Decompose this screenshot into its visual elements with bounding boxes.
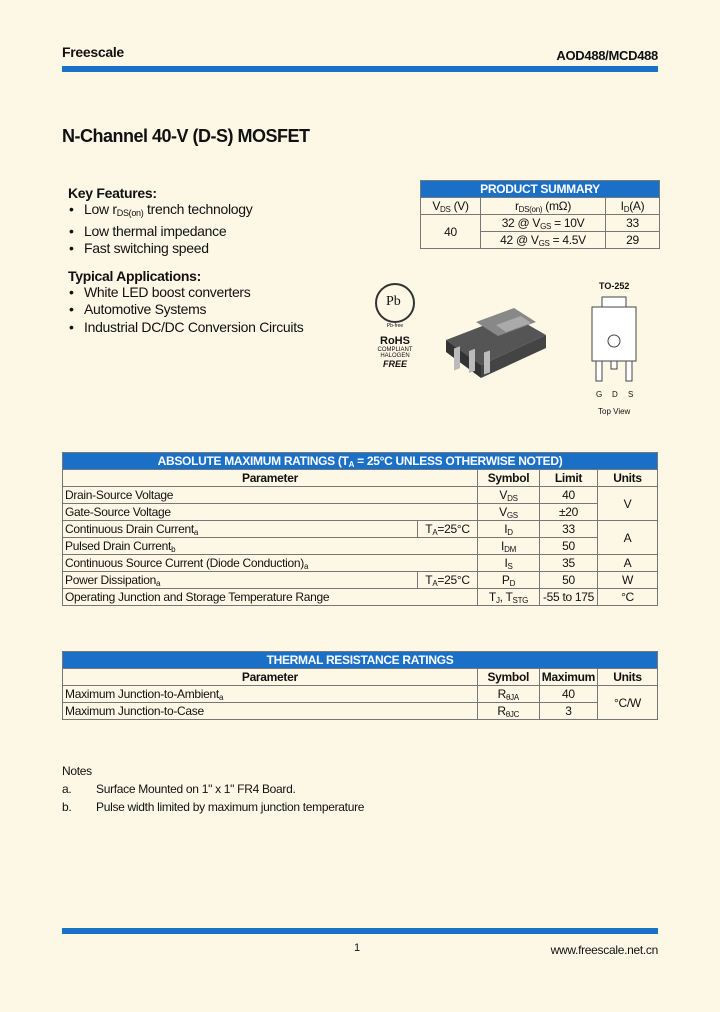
list-item: • Low $r_{DS(on)}$ trench technology: [68, 201, 368, 223]
footer-rule: [62, 928, 658, 934]
id-value: 33: [606, 215, 660, 232]
pin-s: S: [628, 390, 634, 399]
list-item: b. Pulse width limited by maximum junction temperature: [62, 800, 365, 814]
page-title: N-Channel 40-V (D-S) MOSFET: [62, 126, 310, 146]
header-limit: Limit: [540, 470, 598, 487]
table-row: Continuous Source Current (Diode Conduction)$^a$ IS 35 A: [63, 555, 658, 572]
header-maximum: Maximum: [539, 669, 597, 686]
free-label: FREE: [382, 359, 407, 369]
table-row: Maximum Junction-to-Case RθJC 3: [63, 703, 658, 720]
product-summary-table: [420, 180, 660, 249]
table-row: Operating Junction and Storage Temperature Range TJ, TSTG -55 to 175 °C: [63, 589, 658, 606]
header-id: ID(A): [606, 198, 660, 215]
header-symbol: Symbol: [478, 470, 540, 487]
header-parameter: Parameter: [63, 470, 478, 487]
rds-value: 42 @ VGS = 4.5V: [481, 232, 606, 249]
package-name: TO-252: [599, 281, 630, 291]
notes-section: [62, 762, 364, 816]
list-item: • Fast switching speed: [68, 240, 368, 258]
table-row: Maximum Junction-to-Ambient$^a$ RθJA 40 °C/W: [63, 686, 658, 703]
page-number: 1: [354, 942, 361, 954]
top-view-label: Top View: [598, 407, 631, 416]
thermal-title: THERMAL RESISTANCE RATINGS: [63, 652, 658, 669]
id-value: 29: [606, 232, 660, 249]
header-rule: [62, 66, 658, 72]
notes-heading: Notes: [62, 764, 92, 778]
list-item: • Industrial DC/DC Conversion Circuits: [68, 319, 368, 337]
vds-value: 40: [421, 215, 481, 249]
header-vds: VDS (V): [421, 198, 481, 215]
pin-g: G: [596, 390, 603, 399]
package-outline-icon: [588, 295, 640, 390]
website-link[interactable]: www.freescale.net.cn: [550, 943, 658, 957]
pb-free-icon: Pb: [375, 283, 415, 323]
amr-title: ABSOLUTE MAXIMUM RATINGS (TA = 25°C UNLESS OTHERWISE NOTED): [63, 453, 658, 470]
package-photo-icon: [436, 300, 556, 390]
header-parameter: Parameter: [63, 669, 478, 686]
rohs-logo: Pb Pb-free RoHS COMPLIANT HALOGEN FREE: [360, 283, 430, 369]
header-units: Units: [598, 470, 658, 487]
list-item: • Low thermal impedance: [68, 223, 368, 241]
table-row: Power Dissipation$^a$ TA=25°C PD 50 W: [63, 572, 658, 589]
key-features-list: [68, 201, 368, 258]
brand-name: Freescale: [62, 44, 124, 60]
product-summary-title: PRODUCT SUMMARY: [421, 181, 660, 198]
applications-list: [68, 284, 368, 337]
table-row: Drain-Source Voltage VDS 40 V: [63, 487, 658, 504]
table-row: Gate-Source Voltage VGS ±20: [63, 504, 658, 521]
list-item: • White LED boost converters: [68, 284, 368, 302]
absolute-max-ratings-table: [62, 452, 658, 606]
header-units: Units: [598, 669, 658, 686]
table-row: Continuous Drain Current$^a$ TA=25°C ID 33 A: [63, 521, 658, 538]
part-number: AOD488/MCD488: [556, 48, 658, 63]
list-item: a. Surface Mounted on 1" x 1" FR4 Board.: [62, 782, 296, 796]
key-features-heading: Key Features:: [68, 185, 157, 201]
features-section: [68, 185, 368, 336]
header-rds: rDS(on) (mΩ): [481, 198, 606, 215]
typical-applications-heading: Typical Applications:: [68, 267, 201, 284]
header-symbol: Symbol: [477, 669, 539, 686]
pin-d: D: [612, 390, 618, 399]
thermal-resistance-table: [62, 651, 658, 720]
table-row: Pulsed Drain Current$^b$ IDM 50: [63, 538, 658, 555]
list-item: • Automotive Systems: [68, 301, 368, 319]
rds-value: 32 @ VGS = 10V: [481, 215, 606, 232]
